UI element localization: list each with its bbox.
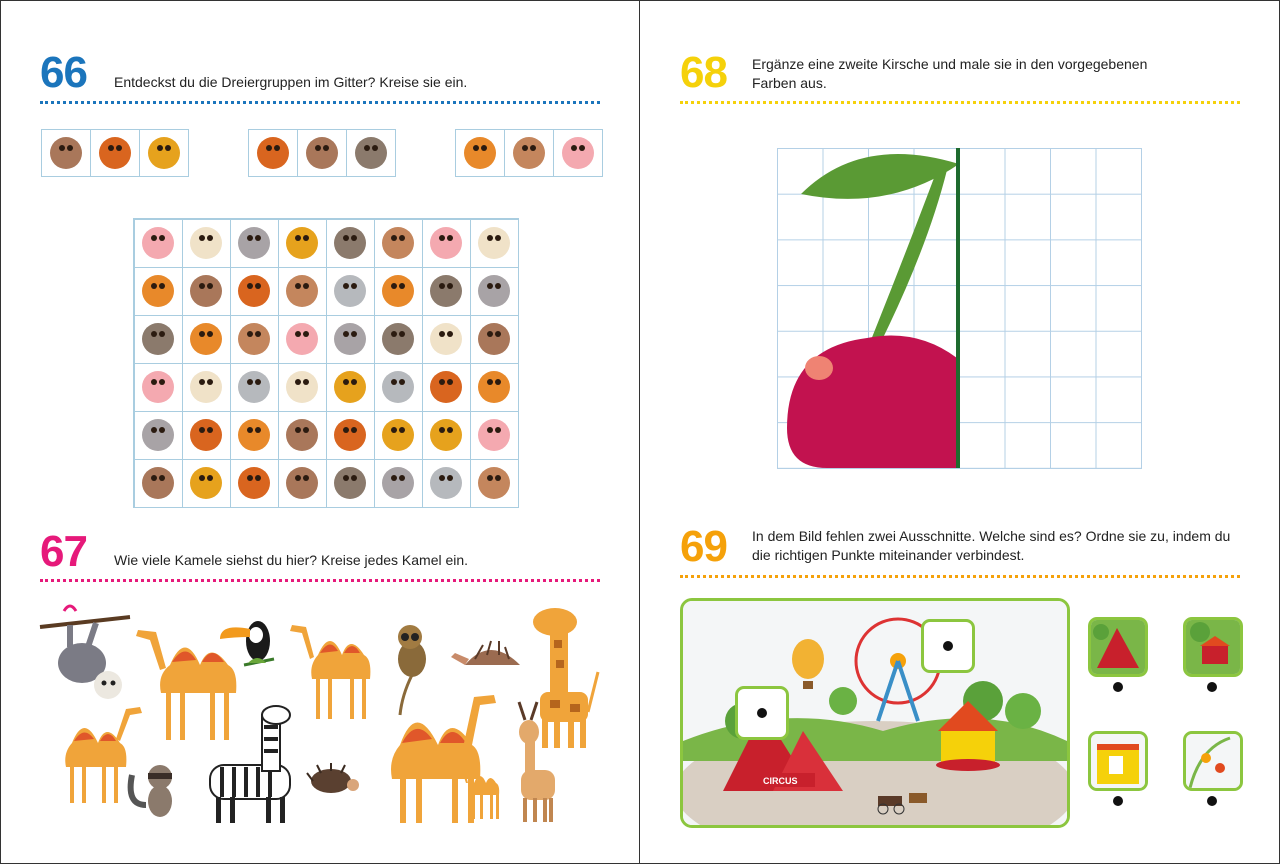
lion-face-icon [464, 137, 496, 169]
grid-cell[interactable] [278, 267, 327, 316]
grid-cell[interactable] [134, 219, 183, 268]
tarsier-illustration [398, 625, 426, 715]
missing-piece-2[interactable] [921, 619, 975, 673]
monkey-face-icon [238, 323, 270, 355]
raccoon-face-icon [382, 323, 414, 355]
connect-dot-a[interactable] [1113, 682, 1123, 692]
grid-cell[interactable] [278, 315, 327, 364]
grid-cell[interactable] [278, 219, 327, 268]
grid-cell[interactable] [422, 219, 471, 268]
option-piece-circus[interactable] [1088, 617, 1148, 677]
hedgehog-illustration [307, 763, 359, 793]
grid-cell[interactable] [134, 315, 183, 364]
boar-face-icon [99, 137, 131, 169]
animal-scene[interactable] [30, 595, 620, 835]
grid-cell[interactable] [374, 363, 423, 412]
circus-sign: CIRCUS [763, 776, 798, 786]
grid-cell[interactable] [422, 459, 471, 508]
raccoon-face-icon [355, 137, 387, 169]
zebra-illustration [210, 706, 290, 823]
grid-cell[interactable] [230, 411, 279, 460]
raccoon-face-icon [334, 467, 366, 499]
bear-face-icon [306, 137, 338, 169]
mouse-face-icon [334, 323, 366, 355]
task-66-text: Entdeckst du die Dreiergruppen im Gitter? Kreise sie ein. [114, 74, 468, 90]
task-67-number: 67 [40, 527, 87, 576]
sloth-illustration [40, 606, 130, 699]
camel-illustration-2 [290, 625, 370, 719]
bear-face-icon [50, 137, 82, 169]
boar-face-icon [334, 419, 366, 451]
mouse-face-icon [142, 419, 174, 451]
bear-face-icon [286, 467, 318, 499]
grid-cell[interactable] [470, 459, 519, 508]
grid-cell[interactable] [326, 315, 375, 364]
option-piece-booth[interactable] [1183, 617, 1243, 677]
triplet-cell [346, 129, 396, 177]
boar-face-icon [238, 467, 270, 499]
triplet-cell [553, 129, 603, 177]
animal-grid[interactable] [133, 218, 519, 508]
bear-face-icon [286, 419, 318, 451]
lion-face-icon [238, 419, 270, 451]
pig-face-icon [142, 227, 174, 259]
connect-dot-b[interactable] [1207, 682, 1217, 692]
monkey-face-icon [286, 275, 318, 307]
option-piece-carousel[interactable] [1088, 731, 1148, 791]
sheep-face-icon [190, 371, 222, 403]
koala-face-icon [430, 467, 462, 499]
grid-cell[interactable] [326, 267, 375, 316]
koala-face-icon [382, 371, 414, 403]
grid-cell[interactable] [230, 315, 279, 364]
task-67-divider [40, 579, 600, 582]
grid-cell[interactable] [422, 267, 471, 316]
grid-cell[interactable] [326, 411, 375, 460]
mouse-face-icon [382, 467, 414, 499]
grid-cell[interactable] [422, 411, 471, 460]
lion-face-icon [190, 323, 222, 355]
grid-cell[interactable] [230, 459, 279, 508]
task-68-number: 68 [680, 48, 727, 97]
task-69-divider [680, 575, 1240, 578]
task-66-number: 66 [40, 48, 87, 97]
task-67-text: Wie viele Kamele siehst du hier? Kreise jedes Kamel ein. [114, 552, 469, 568]
bear-face-icon [142, 467, 174, 499]
triplet-cell [297, 129, 347, 177]
grid-cell[interactable] [422, 363, 471, 412]
missing-piece-1[interactable] [735, 686, 789, 740]
monkey-face-icon [478, 467, 510, 499]
grid-cell[interactable] [470, 267, 519, 316]
dog-face-icon [286, 227, 318, 259]
grid-cell[interactable] [134, 267, 183, 316]
pig-face-icon [478, 419, 510, 451]
grid-cell[interactable] [326, 363, 375, 412]
book-spine [639, 0, 640, 864]
camel-illustration-1 [136, 630, 236, 740]
boar-face-icon [190, 419, 222, 451]
task-68-text: Ergänze eine zweite Kirsche und male sie in den vorgegebenen Farben aus. [752, 56, 1148, 91]
grid-cell[interactable] [374, 315, 423, 364]
pig-face-icon [286, 323, 318, 355]
dog-face-icon [190, 467, 222, 499]
sheep-face-icon [286, 371, 318, 403]
grid-cell[interactable] [278, 411, 327, 460]
koala-face-icon [238, 371, 270, 403]
task-69-text: In dem Bild fehlen zwei Ausschnitte. Welche sind es? Ordne sie zu, indem du die richtigen Punkte miteinander verbindest. [752, 528, 1231, 563]
cherry-illustration [777, 148, 1141, 468]
bear-face-icon [190, 275, 222, 307]
grid-cell[interactable] [374, 219, 423, 268]
giraffe-illustration [533, 608, 598, 748]
grid-cell[interactable] [278, 363, 327, 412]
boar-face-icon [257, 137, 289, 169]
fairground-picture [680, 598, 1070, 828]
grid-cell[interactable] [422, 315, 471, 364]
grid-cell[interactable] [182, 315, 231, 364]
pig-face-icon [562, 137, 594, 169]
grid-cell[interactable] [470, 315, 519, 364]
triplet-1 [42, 129, 189, 177]
triplet-cell [248, 129, 298, 177]
grid-cell[interactable] [326, 219, 375, 268]
lion-face-icon [478, 371, 510, 403]
koala-face-icon [334, 275, 366, 307]
connect-dot-d[interactable] [1207, 796, 1217, 806]
triplet-cell [504, 129, 554, 177]
grid-cell[interactable] [134, 459, 183, 508]
grid-cell[interactable] [470, 363, 519, 412]
grid-cell[interactable] [278, 459, 327, 508]
grid-cell[interactable] [374, 459, 423, 508]
task-66-divider [40, 101, 600, 104]
grid-cell[interactable] [470, 219, 519, 268]
grid-cell[interactable] [182, 459, 231, 508]
triplet-cell [455, 129, 505, 177]
grid-cell[interactable] [230, 219, 279, 268]
grid-cell[interactable] [182, 411, 231, 460]
pig-face-icon [430, 227, 462, 259]
toucan-illustration [220, 621, 274, 665]
raccoon-face-icon [142, 323, 174, 355]
grid-cell[interactable] [230, 363, 279, 412]
raccoon-illustration [131, 765, 172, 817]
grid-cell[interactable] [182, 219, 231, 268]
option-piece-wheel[interactable] [1183, 731, 1243, 791]
mouse-face-icon [238, 227, 270, 259]
triplet-3 [456, 129, 603, 177]
grid-cell[interactable] [374, 411, 423, 460]
armadillo-illustration [451, 641, 520, 665]
raccoon-face-icon [334, 227, 366, 259]
triplet-cell [90, 129, 140, 177]
monkey-face-icon [382, 227, 414, 259]
grid-cell[interactable] [182, 267, 231, 316]
sheep-face-icon [190, 227, 222, 259]
sheep-face-icon [430, 323, 462, 355]
triplet-cell [139, 129, 189, 177]
grid-cell[interactable] [134, 411, 183, 460]
task-68-divider [680, 101, 1240, 104]
grid-cell[interactable] [326, 459, 375, 508]
dog-face-icon [148, 137, 180, 169]
lion-face-icon [142, 275, 174, 307]
sheep-face-icon [478, 227, 510, 259]
grid-cell[interactable] [134, 363, 183, 412]
boar-face-icon [238, 275, 270, 307]
raccoon-face-icon [430, 275, 462, 307]
grid-cell[interactable] [182, 363, 231, 412]
dog-face-icon [430, 419, 462, 451]
boar-face-icon [430, 371, 462, 403]
bear-face-icon [478, 323, 510, 355]
lion-face-icon [382, 275, 414, 307]
task-69-number: 69 [680, 522, 727, 571]
dog-face-icon [382, 419, 414, 451]
connect-dot-c[interactable] [1113, 796, 1123, 806]
connect-dot[interactable] [943, 641, 953, 651]
grid-cell[interactable] [230, 267, 279, 316]
triplet-cell [41, 129, 91, 177]
grid-cell[interactable] [374, 267, 423, 316]
connect-dot[interactable] [757, 708, 767, 718]
mouse-face-icon [478, 275, 510, 307]
monkey-face-icon [513, 137, 545, 169]
dog-face-icon [334, 371, 366, 403]
pig-face-icon [142, 371, 174, 403]
triplet-2 [249, 129, 396, 177]
grid-cell[interactable] [470, 411, 519, 460]
